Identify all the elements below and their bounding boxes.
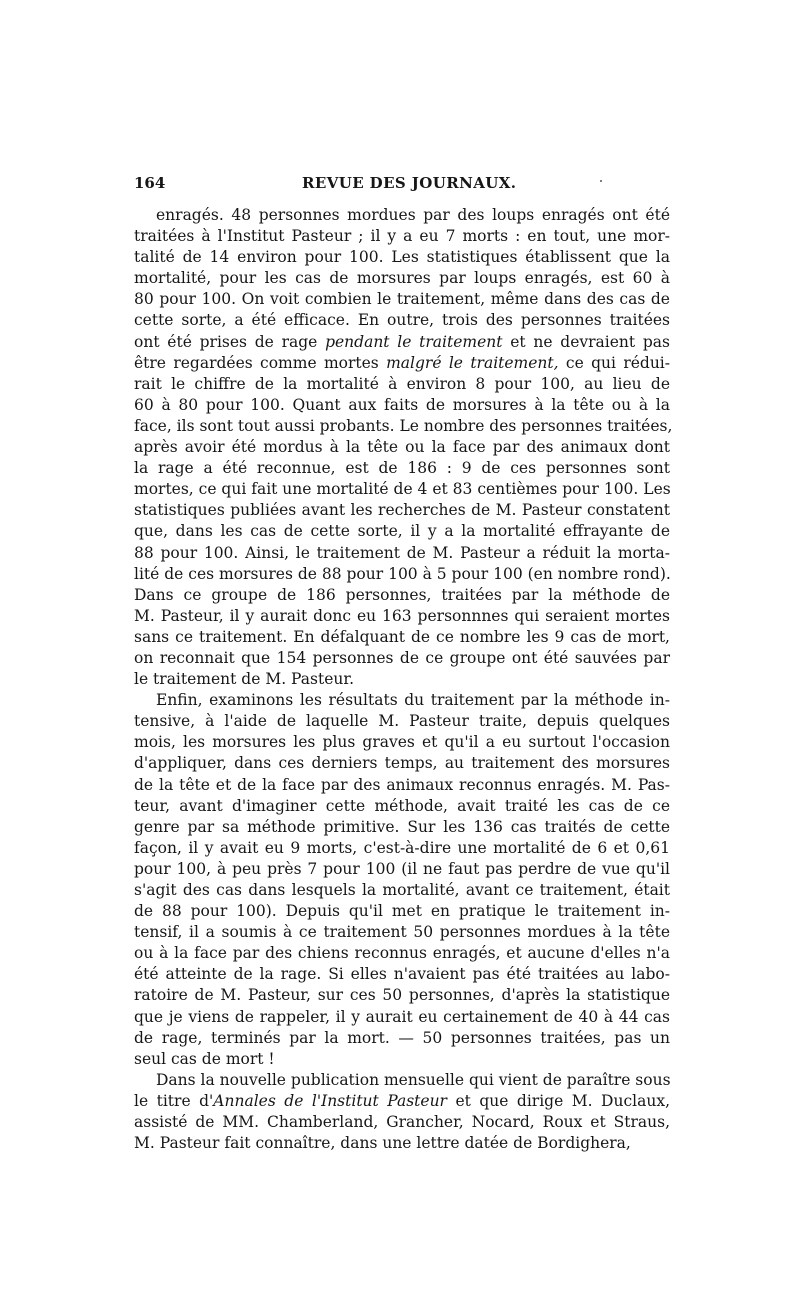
text-line: mois, les morsures les plus graves et qu'il a eu surtout l'occasion xyxy=(134,733,670,752)
text-line: sans ce traitement. En défalquant de ce nombre les 9 cas de mort, xyxy=(134,627,670,646)
text-line: ratoire de M. Pasteur, sur ces 50 personnes, d'après la statistique xyxy=(134,986,670,1005)
text-line: rait le chiffre de la mortalité à environ 8 pour 100, au lieu de xyxy=(134,374,670,393)
text-line: d'appliquer, dans ces derniers temps, au traitement des morsures xyxy=(134,754,670,773)
text-line: que je viens de rappeler, il y aurait eu certainement de 40 à 44 cas xyxy=(134,1007,670,1026)
text-line: statistiques publiées avant les recherches de M. Pasteur constatent xyxy=(134,501,670,520)
text-line: Dans la nouvelle publication mensuelle qui vient de paraître sous xyxy=(156,1070,671,1089)
text-line: traitées à l'Institut Pasteur ; il y a eu 7 morts : en tout, une mor- xyxy=(134,227,670,246)
italic-text: pendant le traitement xyxy=(325,332,503,351)
italic-text: malgré le traitement, xyxy=(386,353,559,372)
running-title: REVUE DES JOURNAUX. xyxy=(302,174,517,192)
text-line: la rage a été reconnue, est de 186 : 9 de ces personnes sont xyxy=(134,459,670,478)
text-line: genre par sa méthode primitive. Sur les 136 cas traités de cette xyxy=(134,817,670,836)
text-line: pour 100, à peu près 7 pour 100 (il ne faut pas perdre de vue qu'il xyxy=(134,859,670,878)
text-line: tensive, à l'aide de laquelle M. Pasteur traite, depuis quelques xyxy=(134,712,670,731)
text-line: de 88 pour 100). Depuis qu'il met en pratique le traitement in- xyxy=(134,902,670,921)
text-line: Enfin, examinons les résultats du traitement par la méthode in- xyxy=(156,691,670,710)
page-number: 164 xyxy=(134,174,166,192)
text-line: de rage, terminés par la mort. — 50 personnes traitées, pas un xyxy=(134,1028,670,1047)
text-line: façon, il y avait eu 9 morts, c'est-à-dire une mortalité de 6 et 0,61 xyxy=(134,838,670,857)
text-line: de la tête et de la face par des animaux reconnus enragés. M. Pas- xyxy=(134,775,670,794)
text-line: le titre d'Annales de l'Institut Pasteur et que dirige M. Duclaux, xyxy=(134,1091,670,1110)
text-line: M. Pasteur, il y aurait donc eu 163 personnnes qui seraient mortes xyxy=(134,606,670,625)
text-line: mortes, ce qui fait une mortalité de 4 et 83 centièmes pour 100. Les xyxy=(134,480,671,499)
text-line: lité de ces morsures de 88 pour 100 à 5 pour 100 (en nombre rond). xyxy=(134,564,671,583)
text-line: talité de 14 environ pour 100. Les statistiques établissent que la xyxy=(134,248,670,267)
text-line: enragés. 48 personnes mordues par des loups enragés ont été xyxy=(156,206,670,224)
text-line: 88 pour 100. Ainsi, le traitement de M. Pasteur a réduit la morta- xyxy=(134,543,670,562)
text-line: seul cas de mort ! xyxy=(134,1049,275,1068)
paragraph xyxy=(134,1070,670,1154)
text-line: mortalité, pour les cas de morsures par loups enragés, est 60 à xyxy=(134,269,670,288)
text-line: le traitement de M. Pasteur. xyxy=(134,670,354,689)
page-header xyxy=(134,174,670,198)
paragraph xyxy=(134,690,670,1070)
italic-text: Annales de l'Institut Pasteur xyxy=(213,1091,447,1110)
text-line: après avoir été mordus à la tête ou la face par des animaux dont xyxy=(134,438,670,457)
text-line: ont été prises de rage pendant le traitement et ne devraient pas xyxy=(134,332,670,351)
paragraph xyxy=(134,205,673,690)
text-line: on reconnait que 154 personnes de ce groupe ont été sauvées par xyxy=(134,648,670,667)
text-line: que, dans les cas de cette sorte, il y a la mortalité effrayante de xyxy=(134,522,670,541)
body-text xyxy=(134,205,673,1154)
text-line: s'agit des cas dans lesquels la mortalité, avant ce traitement, était xyxy=(134,881,670,899)
text-line: 80 pour 100. On voit combien le traitement, même dans des cas de xyxy=(134,290,670,309)
print-speck xyxy=(600,180,602,182)
text-line: M. Pasteur fait connaître, dans une lettre datée de Bordighera, xyxy=(134,1134,631,1153)
text-line: être regardées comme mortes malgré le traitement, ce qui rédui- xyxy=(134,353,670,372)
text-line: assisté de MM. Chamberland, Grancher, Nocard, Roux et Straus, xyxy=(134,1113,670,1132)
text-line: face, ils sont tout aussi probants. Le nombre des personnes traitées, xyxy=(134,416,673,435)
text-line: ou à la face par des chiens reconnus enragés, et aucune d'elles n'a xyxy=(134,944,670,963)
text-line: 60 à 80 pour 100. Quant aux faits de morsures à la tête ou à la xyxy=(134,395,670,414)
text-line: Dans ce groupe de 186 personnes, traitées par la méthode de xyxy=(134,585,670,604)
text-line: tensif, il a soumis à ce traitement 50 personnes mordues à la tête xyxy=(134,923,670,942)
text-line: teur, avant d'imaginer cette méthode, avait traité les cas de ce xyxy=(134,796,670,815)
text-line: été atteinte de la rage. Si elles n'avaient pas été traitées au labo- xyxy=(134,965,670,984)
text-line: cette sorte, a été efficace. En outre, trois des personnes traitées xyxy=(134,311,670,330)
